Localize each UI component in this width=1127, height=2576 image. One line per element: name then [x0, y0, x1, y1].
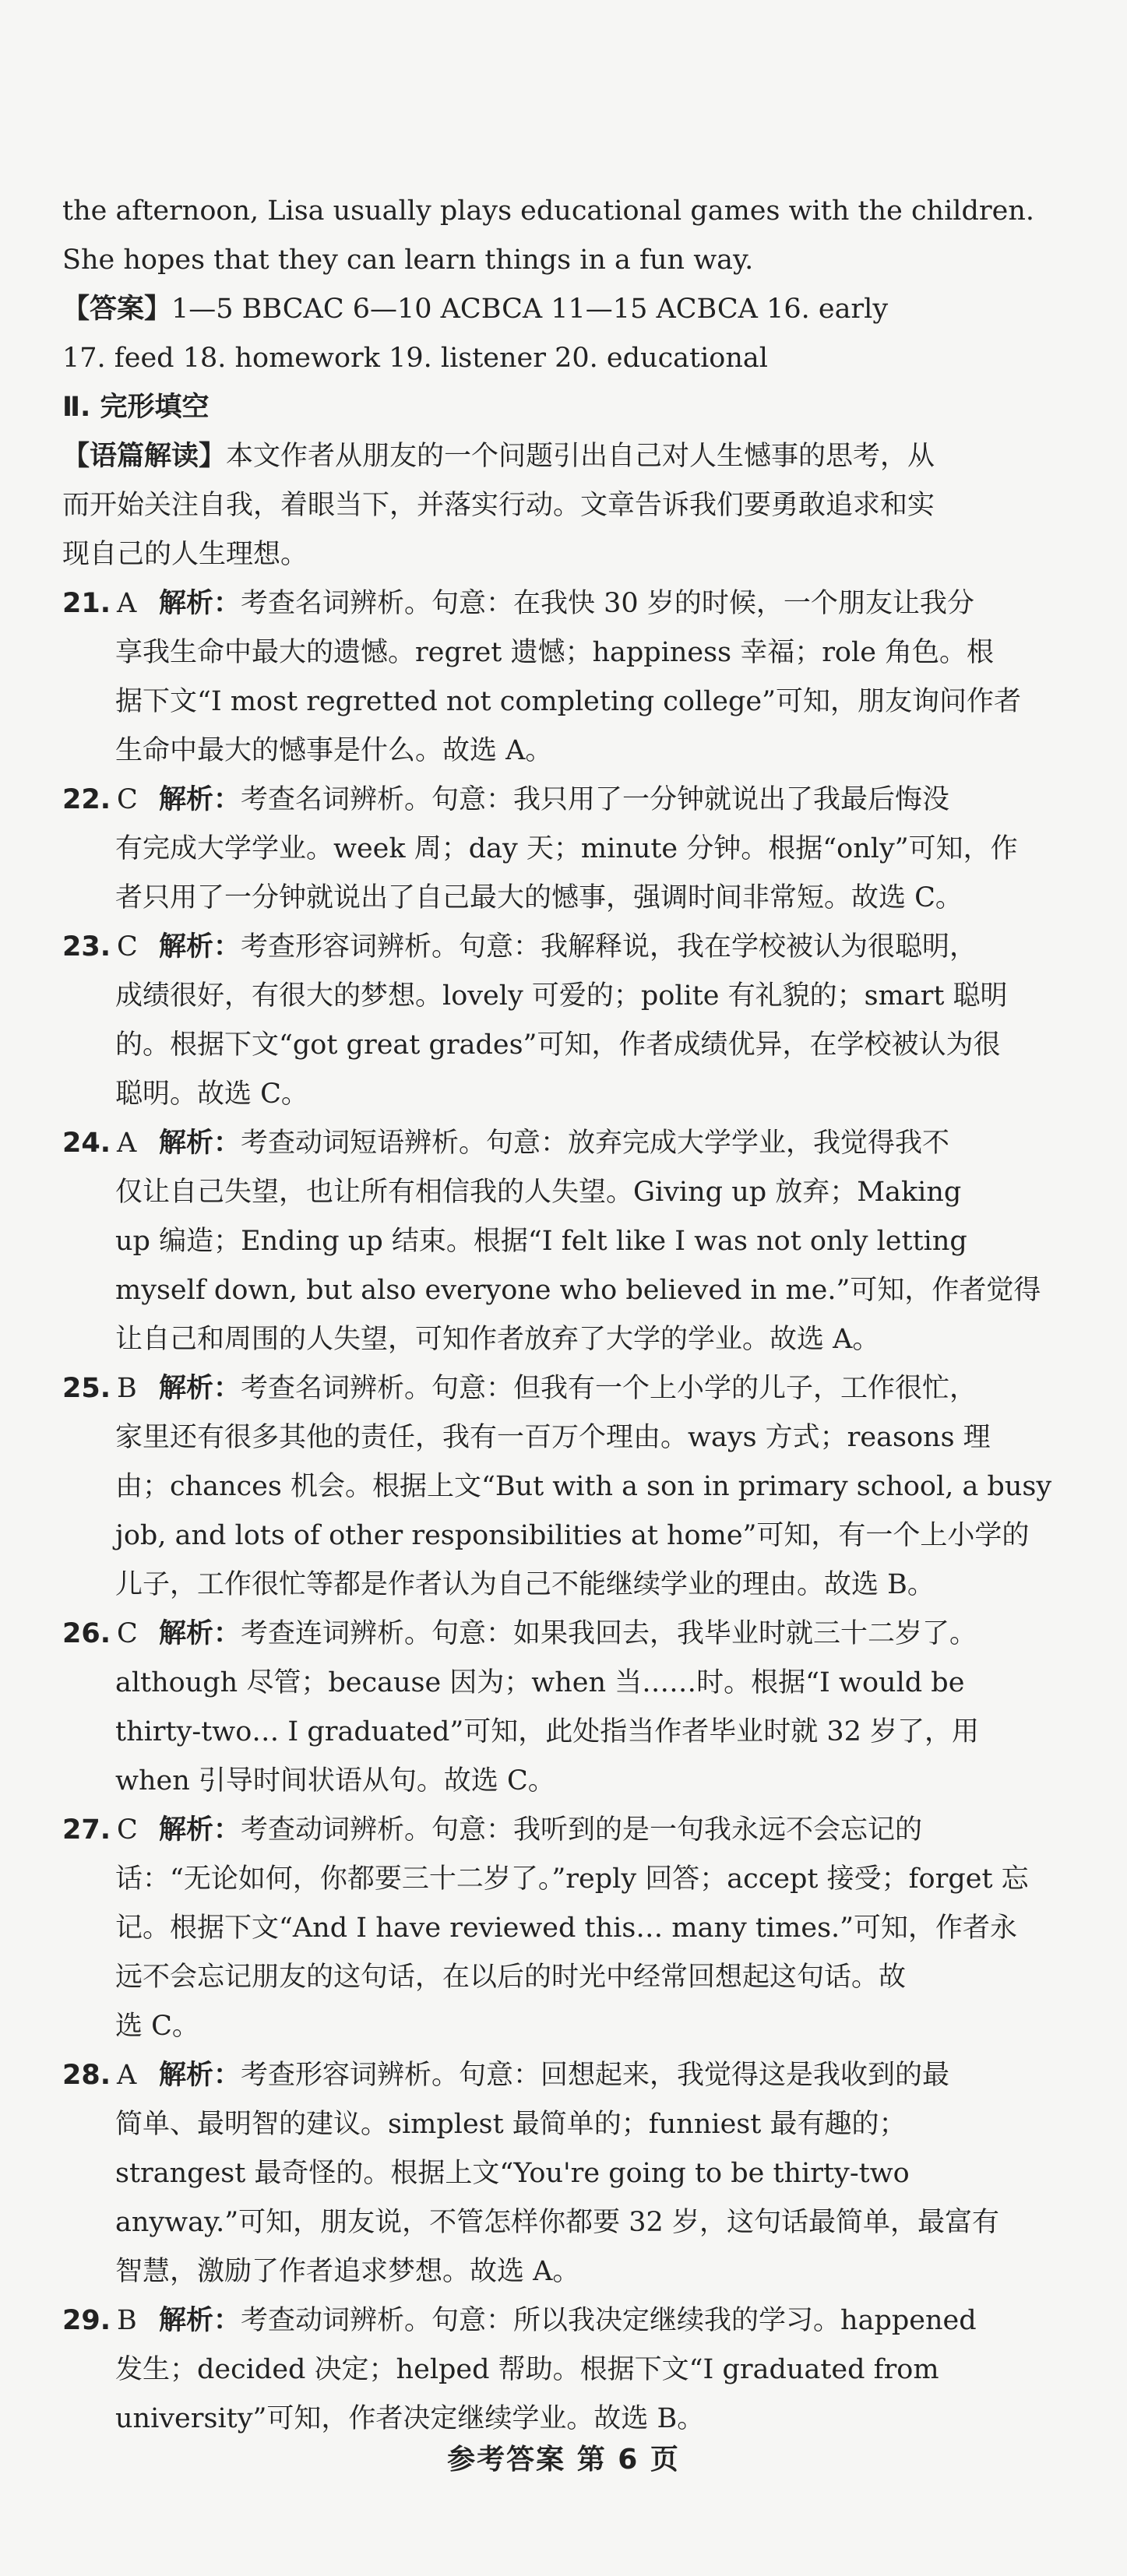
explanation-label: 解析：	[159, 931, 241, 962]
intro-line: She hopes that they can learn things in a fun way.	[62, 245, 754, 276]
answer-letter: A	[117, 588, 137, 619]
question-number: 27.	[62, 1814, 111, 1846]
page-content	[62, 187, 1098, 2444]
explanation-first-line	[62, 2051, 1098, 2100]
explanation-item	[62, 1806, 1098, 2051]
explanation-text: 考查名词辨析。句意：我只用了一分钟就说出了我最后悔没	[241, 784, 950, 815]
explanation-line: 据下文“I most regretted not completing college”可知，朋友询问作者	[115, 686, 1022, 717]
explanation-text: 考查形容词辨析。句意：我解释说，我在学校被认为很聪明，	[241, 931, 977, 962]
explanation-first-line	[62, 1806, 1098, 1855]
explanation-item	[62, 1364, 1098, 1610]
summary-line: 而开始关注自我，着眼当下，并落实行动。文章告诉我们要勇敢追求和实	[62, 490, 935, 521]
explanation-line: 的。根据下文“got great grades”可知，作者成绩优异，在学校被认为很	[115, 1029, 1001, 1061]
explanation-line: 记。根据下文“And I have reviewed this… many times.”可知，作者永	[115, 1913, 1018, 1944]
answer-key-values: 1—5 BBCAC 6—10 ACBCA 11—15 ACBCA 16. early	[171, 294, 889, 325]
answer-letter: B	[117, 1373, 137, 1404]
explanation-line: strangest 最奇怪的。根据上文“You're going to be thirty-two	[115, 2158, 910, 2189]
question-number: 25.	[62, 1373, 111, 1404]
explanation-line: university”可知，作者决定继续学业。故选 B。	[115, 2403, 705, 2434]
question-number: 29.	[62, 2305, 111, 2336]
question-number: 21.	[62, 588, 111, 619]
explanation-first-line	[62, 1610, 1098, 1659]
explanation-line: 享我生命中最大的遗憾。regret 遗憾；happiness 幸福；role 角色。根	[115, 637, 995, 668]
explanation-line: 家里还有很多其他的责任，我有一百万个理由。ways 方式；reasons 理	[115, 1422, 991, 1453]
explanation-line: thirty-two… I graduated”可知，此处指当作者毕业时就 32 岁了，用	[115, 1716, 980, 1747]
explanation-label: 解析：	[159, 1814, 241, 1846]
explanation-line: anyway.”可知，朋友说，不管怎样你都要 32 岁，这句话最简单，最富有	[115, 2207, 999, 2238]
explanation-text: 考查动词辨析。句意：所以我决定继续我的学习。happened	[241, 2305, 977, 2336]
explanation-line: 远不会忘记朋友的这句话，在以后的时光中经常回想起这句话。故	[115, 1962, 907, 1993]
explanation-item	[62, 776, 1098, 923]
explanation-line: 简单、最明智的建议。simplest 最简单的；funniest 最有趣的；	[115, 2109, 907, 2140]
explanation-text: 考查动词短语辨析。句意：放弃完成大学学业，我觉得我不	[241, 1128, 950, 1159]
explanation-item	[62, 1610, 1098, 1806]
explanation-line: 发生；decided 决定；helped 帮助。根据下文“I graduated from	[115, 2354, 939, 2385]
explanation-label: 解析：	[159, 2060, 241, 2091]
explanation-line: 选 C。	[115, 2011, 199, 2042]
intro-line: the afternoon, Lisa usually plays educational games with the children.	[62, 195, 1034, 227]
explanation-line: 由；chances 机会。根据上文“But with a son in primary school, a busy	[115, 1471, 1052, 1502]
question-number: 26.	[62, 1618, 111, 1649]
explanation-label: 解析：	[159, 1373, 241, 1404]
explanation-line: job, and lots of other responsibilities at home”可知，有一个上小学的	[115, 1520, 1030, 1551]
explanation-line: 生命中最大的憾事是什么。故选 A。	[115, 735, 553, 766]
explanation-label: 解析：	[159, 784, 241, 815]
explanation-line: 者只用了一分钟就说出了自己最大的憾事，强调时间非常短。故选 C。	[115, 882, 963, 913]
answer-key-label: 【答案】	[62, 294, 172, 325]
summary-line: 现自己的人生理想。	[62, 539, 308, 570]
explanation-label: 解析：	[159, 1618, 241, 1649]
explanation-line: although 尽管；because 因为；when 当……时。根据“I would be	[115, 1667, 965, 1698]
explanation-text: 考查名词辨析。句意：在我快 30 岁的时候，一个朋友让我分	[241, 588, 974, 619]
explanation-line: up 编造；Ending up 结束。根据“I felt like I was not only letting	[115, 1226, 967, 1257]
explanation-line: 让自己和周围的人失望，可知作者放弃了大学的学业。故选 A。	[115, 1324, 880, 1355]
explanation-line: 话：“无论如何，你都要三十二岁了。”reply 回答；accept 接受；forget 忘	[115, 1863, 1029, 1895]
explanation-line: 聪明。故选 C。	[115, 1079, 308, 1110]
answer-key-line: 17. feed 18. homework 19. listener 20. educational	[62, 343, 768, 374]
question-number: 22.	[62, 784, 111, 815]
summary-text: 本文作者从朋友的一个问题引出自己对人生憾事的思考，从	[226, 441, 935, 472]
summary-line	[62, 432, 1098, 481]
answer-letter: C	[117, 1618, 138, 1649]
explanation-item	[62, 579, 1098, 776]
page-footer: 参考答案 第 6 页	[447, 2444, 680, 2476]
answer-key-line	[62, 285, 1098, 334]
explanation-line: myself down, but also everyone who believed in me.”可知，作者觉得	[115, 1275, 1041, 1306]
explanation-label: 解析：	[159, 2305, 241, 2336]
answer-letter: A	[117, 2060, 137, 2091]
explanation-line: 儿子，工作很忙等都是作者认为自己不能继续学业的理由。故选 B。	[115, 1569, 935, 1600]
explanation-item	[62, 2296, 1098, 2444]
section-title: Ⅱ. 完形填空	[62, 392, 210, 423]
explanation-item	[62, 2051, 1098, 2296]
answer-letter: B	[117, 2305, 137, 2336]
explanation-first-line	[62, 923, 1098, 972]
explanation-text: 考查动词辨析。句意：我听到的是一句我永远不会忘记的	[241, 1814, 923, 1846]
answer-letter: C	[117, 784, 138, 815]
explanation-first-line	[62, 1364, 1098, 1413]
explanation-line: when 引导时间状语从句。故选 C。	[115, 1765, 555, 1797]
question-number: 23.	[62, 931, 111, 962]
explanation-first-line	[62, 2296, 1098, 2345]
question-number: 28.	[62, 2060, 111, 2091]
explanation-text: 考查形容词辨析。句意：回想起来，我觉得这是我收到的最	[241, 2060, 950, 2091]
explanation-item	[62, 923, 1098, 1119]
explanation-text: 考查连词辨析。句意：如果我回去，我毕业时就三十二岁了。	[241, 1618, 977, 1649]
explanation-first-line	[62, 579, 1098, 628]
question-number: 24.	[62, 1128, 111, 1159]
explanation-line: 智慧，激励了作者追求梦想。故选 A。	[115, 2256, 580, 2287]
explanation-list	[62, 579, 1098, 2444]
explanation-item	[62, 1119, 1098, 1364]
explanation-label: 解析：	[159, 588, 241, 619]
answer-letter: C	[117, 1814, 138, 1846]
answer-letter: A	[117, 1128, 137, 1159]
explanation-line: 有完成大学学业。week 周；day 天；minute 分钟。根据“only”可知，作	[115, 833, 1018, 864]
explanation-line: 仅让自己失望，也让所有相信我的人失望。Giving up 放弃；Making	[115, 1177, 962, 1208]
explanation-first-line	[62, 1119, 1098, 1168]
summary-label: 【语篇解读】	[62, 441, 227, 472]
explanation-text: 考查名词辨析。句意：但我有一个上小学的儿子，工作很忙，	[241, 1373, 977, 1404]
answer-letter: C	[117, 931, 138, 962]
explanation-line: 成绩很好，有很大的梦想。lovely 可爱的；polite 有礼貌的；smart 聪明	[115, 980, 1008, 1012]
explanation-label: 解析：	[159, 1128, 241, 1159]
explanation-first-line	[62, 776, 1098, 825]
